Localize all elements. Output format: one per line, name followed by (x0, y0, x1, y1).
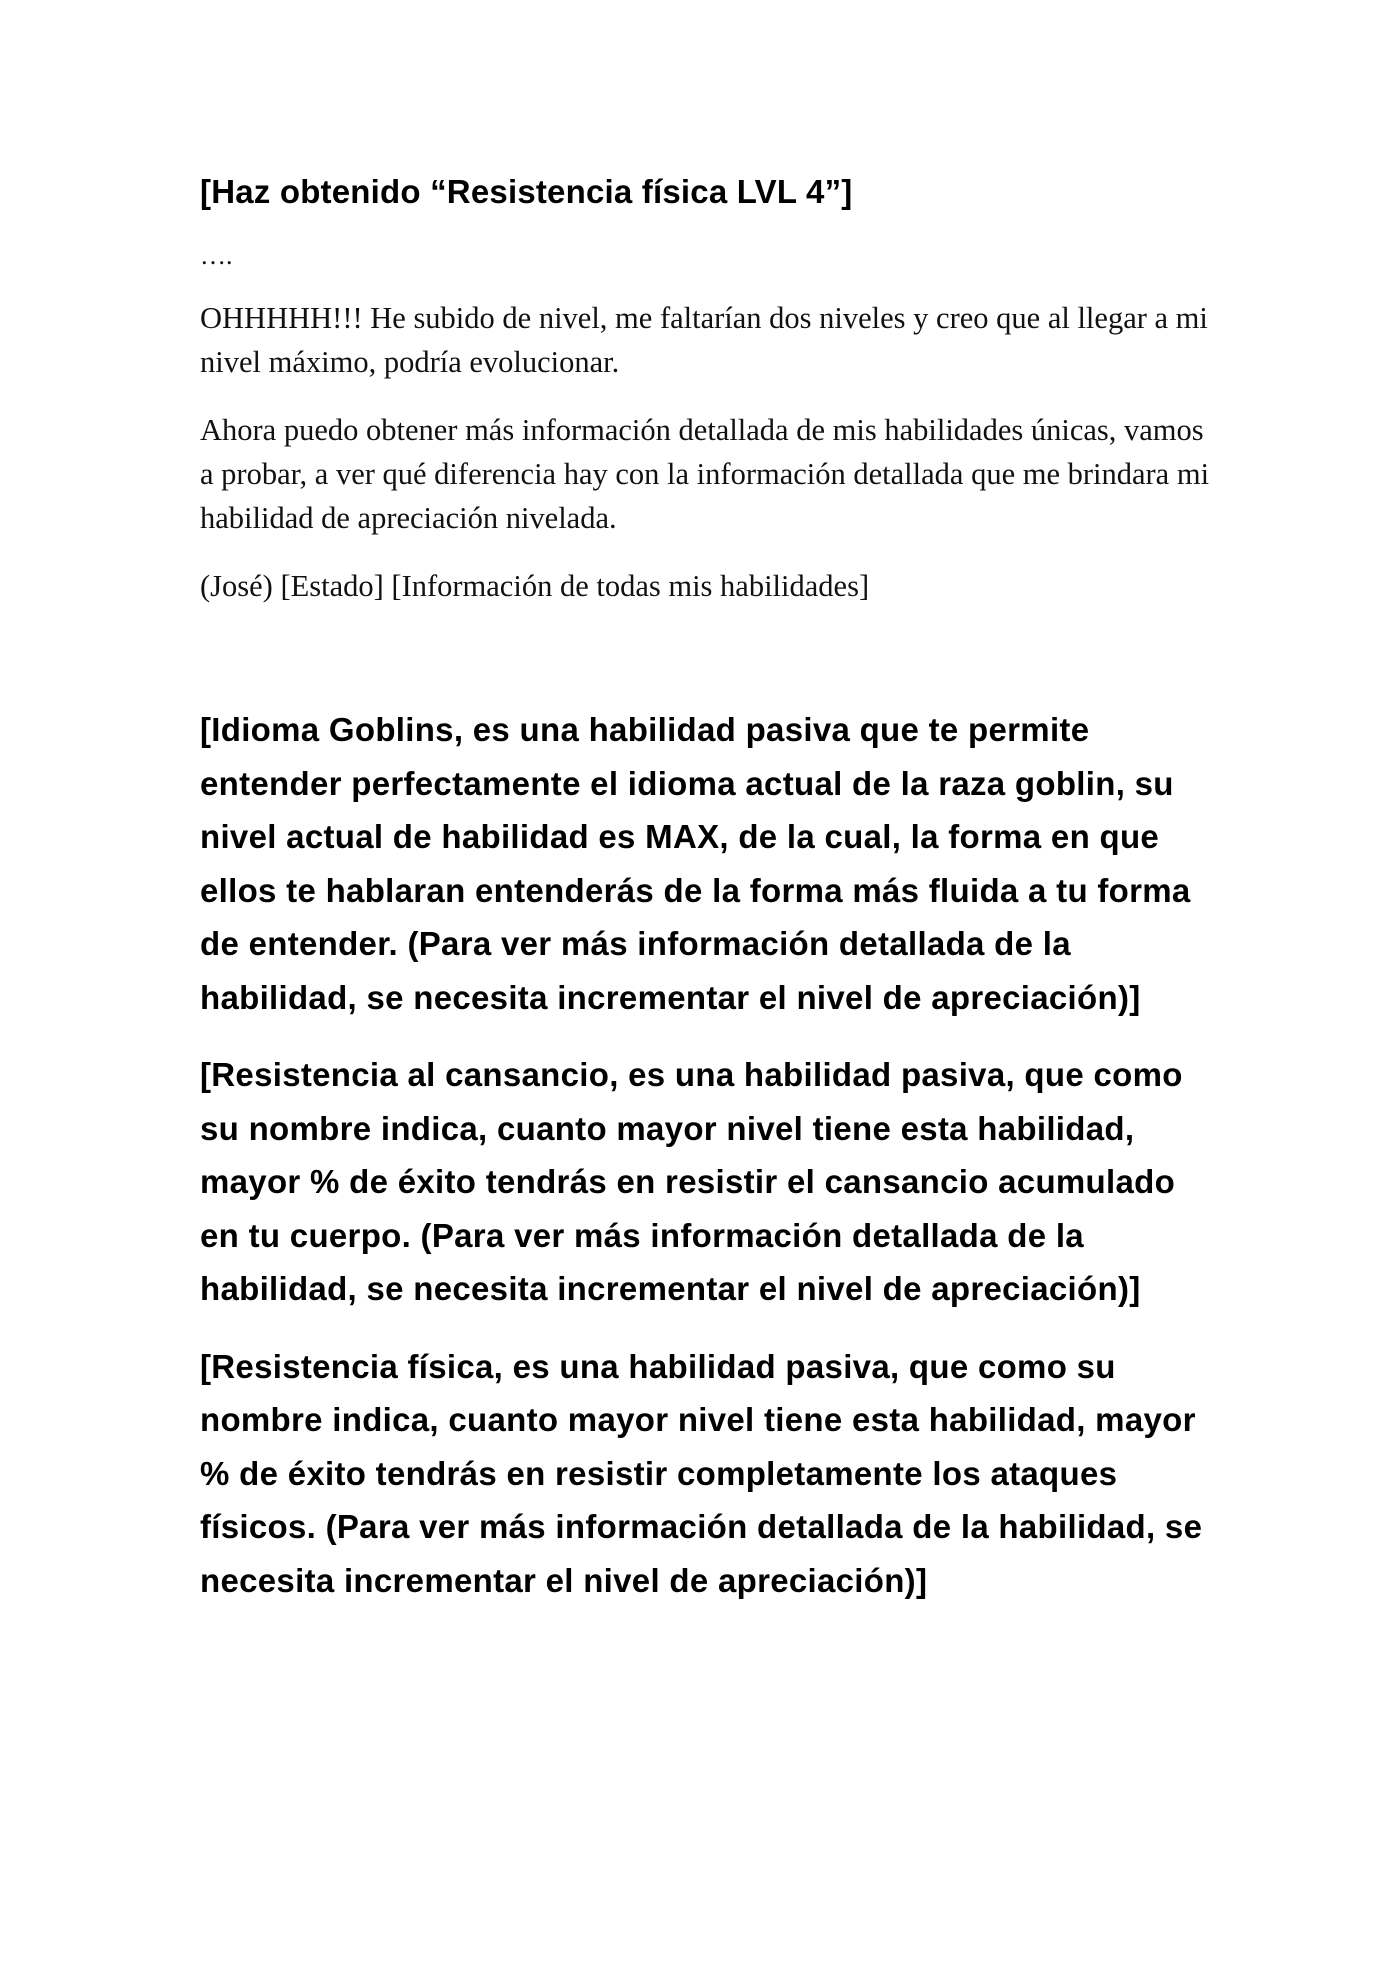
paragraph-detailed-info: Ahora puedo obtener más información detallada de mis habilidades únicas, vamos a probar, a ver qué diferencia hay con la información detallada que me brindara mi habilidad de apreciación nivelada. (200, 413, 1210, 535)
paragraph-status-command: (José) [Estado] [Información de todas mis habilidades] (200, 569, 870, 603)
ellipsis-line: …. (200, 241, 233, 270)
paragraph-level-up: OHHHHH!!! He subido de nivel, me faltarían dos niveles y creo que al llegar a mi nivel máximo, podría evolucionar. (200, 301, 1208, 379)
skill-physical-resistance: [Resistencia física, es una habilidad pasiva, que como su nombre indica, cuanto mayor nivel tiene esta habilidad, mayor % de éxito tendrás en resistir completamente los ataques físicos. (Para ver más información detallada de la habilidad, se necesita incrementar el nivel de apreciación)] (200, 1347, 1203, 1599)
document-body (200, 168, 1220, 1607)
skill-fatigue-resistance: [Resistencia al cansancio, es una habilidad pasiva, que como su nombre indica, cuanto mayor nivel tiene esta habilidad, mayor % de éxito tendrás en resistir el cansancio acumulado en tu cuerpo. (Para ver más información detallada de la habilidad, se necesita incrementar el nivel de apreciación)] (200, 1056, 1183, 1307)
skill-obtained-heading: [Haz obtenido “Resistencia física LVL 4”] (200, 173, 853, 210)
skill-goblin-language: [Idioma Goblins, es una habilidad pasiva que te permite entender perfectamente el idioma actual de la raza goblin, su nivel actual de habilidad es MAX, de la cual, la forma en que ellos te hablaran entenderás de la forma más fluida a tu forma de entender. (Para ver más información detallada de la habilidad, se necesita incrementar el nivel de apreciación)] (200, 711, 1191, 1016)
